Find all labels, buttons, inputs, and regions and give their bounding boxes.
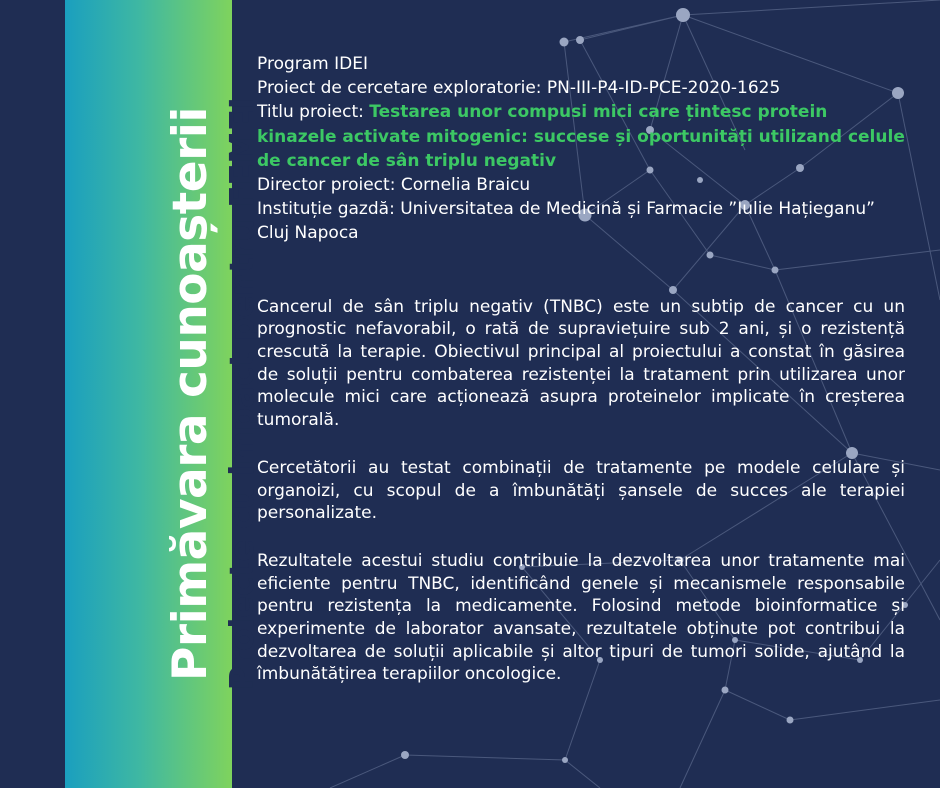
- side-subtitle: Proiecte cu impact pentru FEMEI: [222, 97, 261, 691]
- paragraph-3: Rezultatele acestui studiu contribuie la dezvoltarea unor tratamente mai eficiente pentru TNBC, identificând genele și mecanismele responsabile pentru rezistența la medicamente. Folosind metode bioinformatice și experimente de laborator avansate, rezultatele obținute pot contribui la dezvoltarea de soluții aplicabile și altor tipuri de tumori solide, ajutând la îmbunătățirea terapiilor oncologice.: [257, 550, 905, 685]
- host-institution-line: Instituție gazdă: Universitatea de Medicină și Farmacie ”Iulie Hațieganu” Cluj Napoca: [257, 199, 875, 244]
- left-dark-strip: [0, 0, 65, 788]
- project-title-value: Testarea unor compusi mici care țintesc protein kinazele activate mitogenic: succese și oportunități utilizand celule de cancer de sân triplu negativ: [257, 102, 905, 171]
- project-title-label: Titlu proiect:: [257, 102, 370, 123]
- paragraph-2: Cercetătorii au testat combinații de tratamente pe modele celulare și organoizi, cu scopul de a îmbunătăți șansele de succes ale terapiei personalizate.: [257, 457, 905, 524]
- project-code-line: Proiect de cercetare exploratorie: PN-III-P4-ID-PCE-2020-1625: [257, 78, 781, 99]
- program-line: Program IDEI: [257, 54, 368, 74]
- paragraph-1: Cancerul de sân triplu negativ (TNBC) este un subtip de cancer cu un prognostic nefavorabil, o rată de supraviețuire sub 2 ani, și o rezistență crescută la terapie. Obiectivul principal al proiectului a constat în găsirea de soluții pentru combaterea rezistenței la tratament prin utilizarea unor molecule mici care acționează asupra proteinelor implicate în creșterea tumorală.: [257, 296, 905, 431]
- gradient-side-band: [65, 0, 261, 788]
- main-content: [257, 52, 905, 686]
- project-title-line: [257, 100, 905, 173]
- side-title: Primăvara cunoașterii: [163, 106, 218, 682]
- director-line: Director proiect: Cornelia Braicu: [257, 175, 531, 196]
